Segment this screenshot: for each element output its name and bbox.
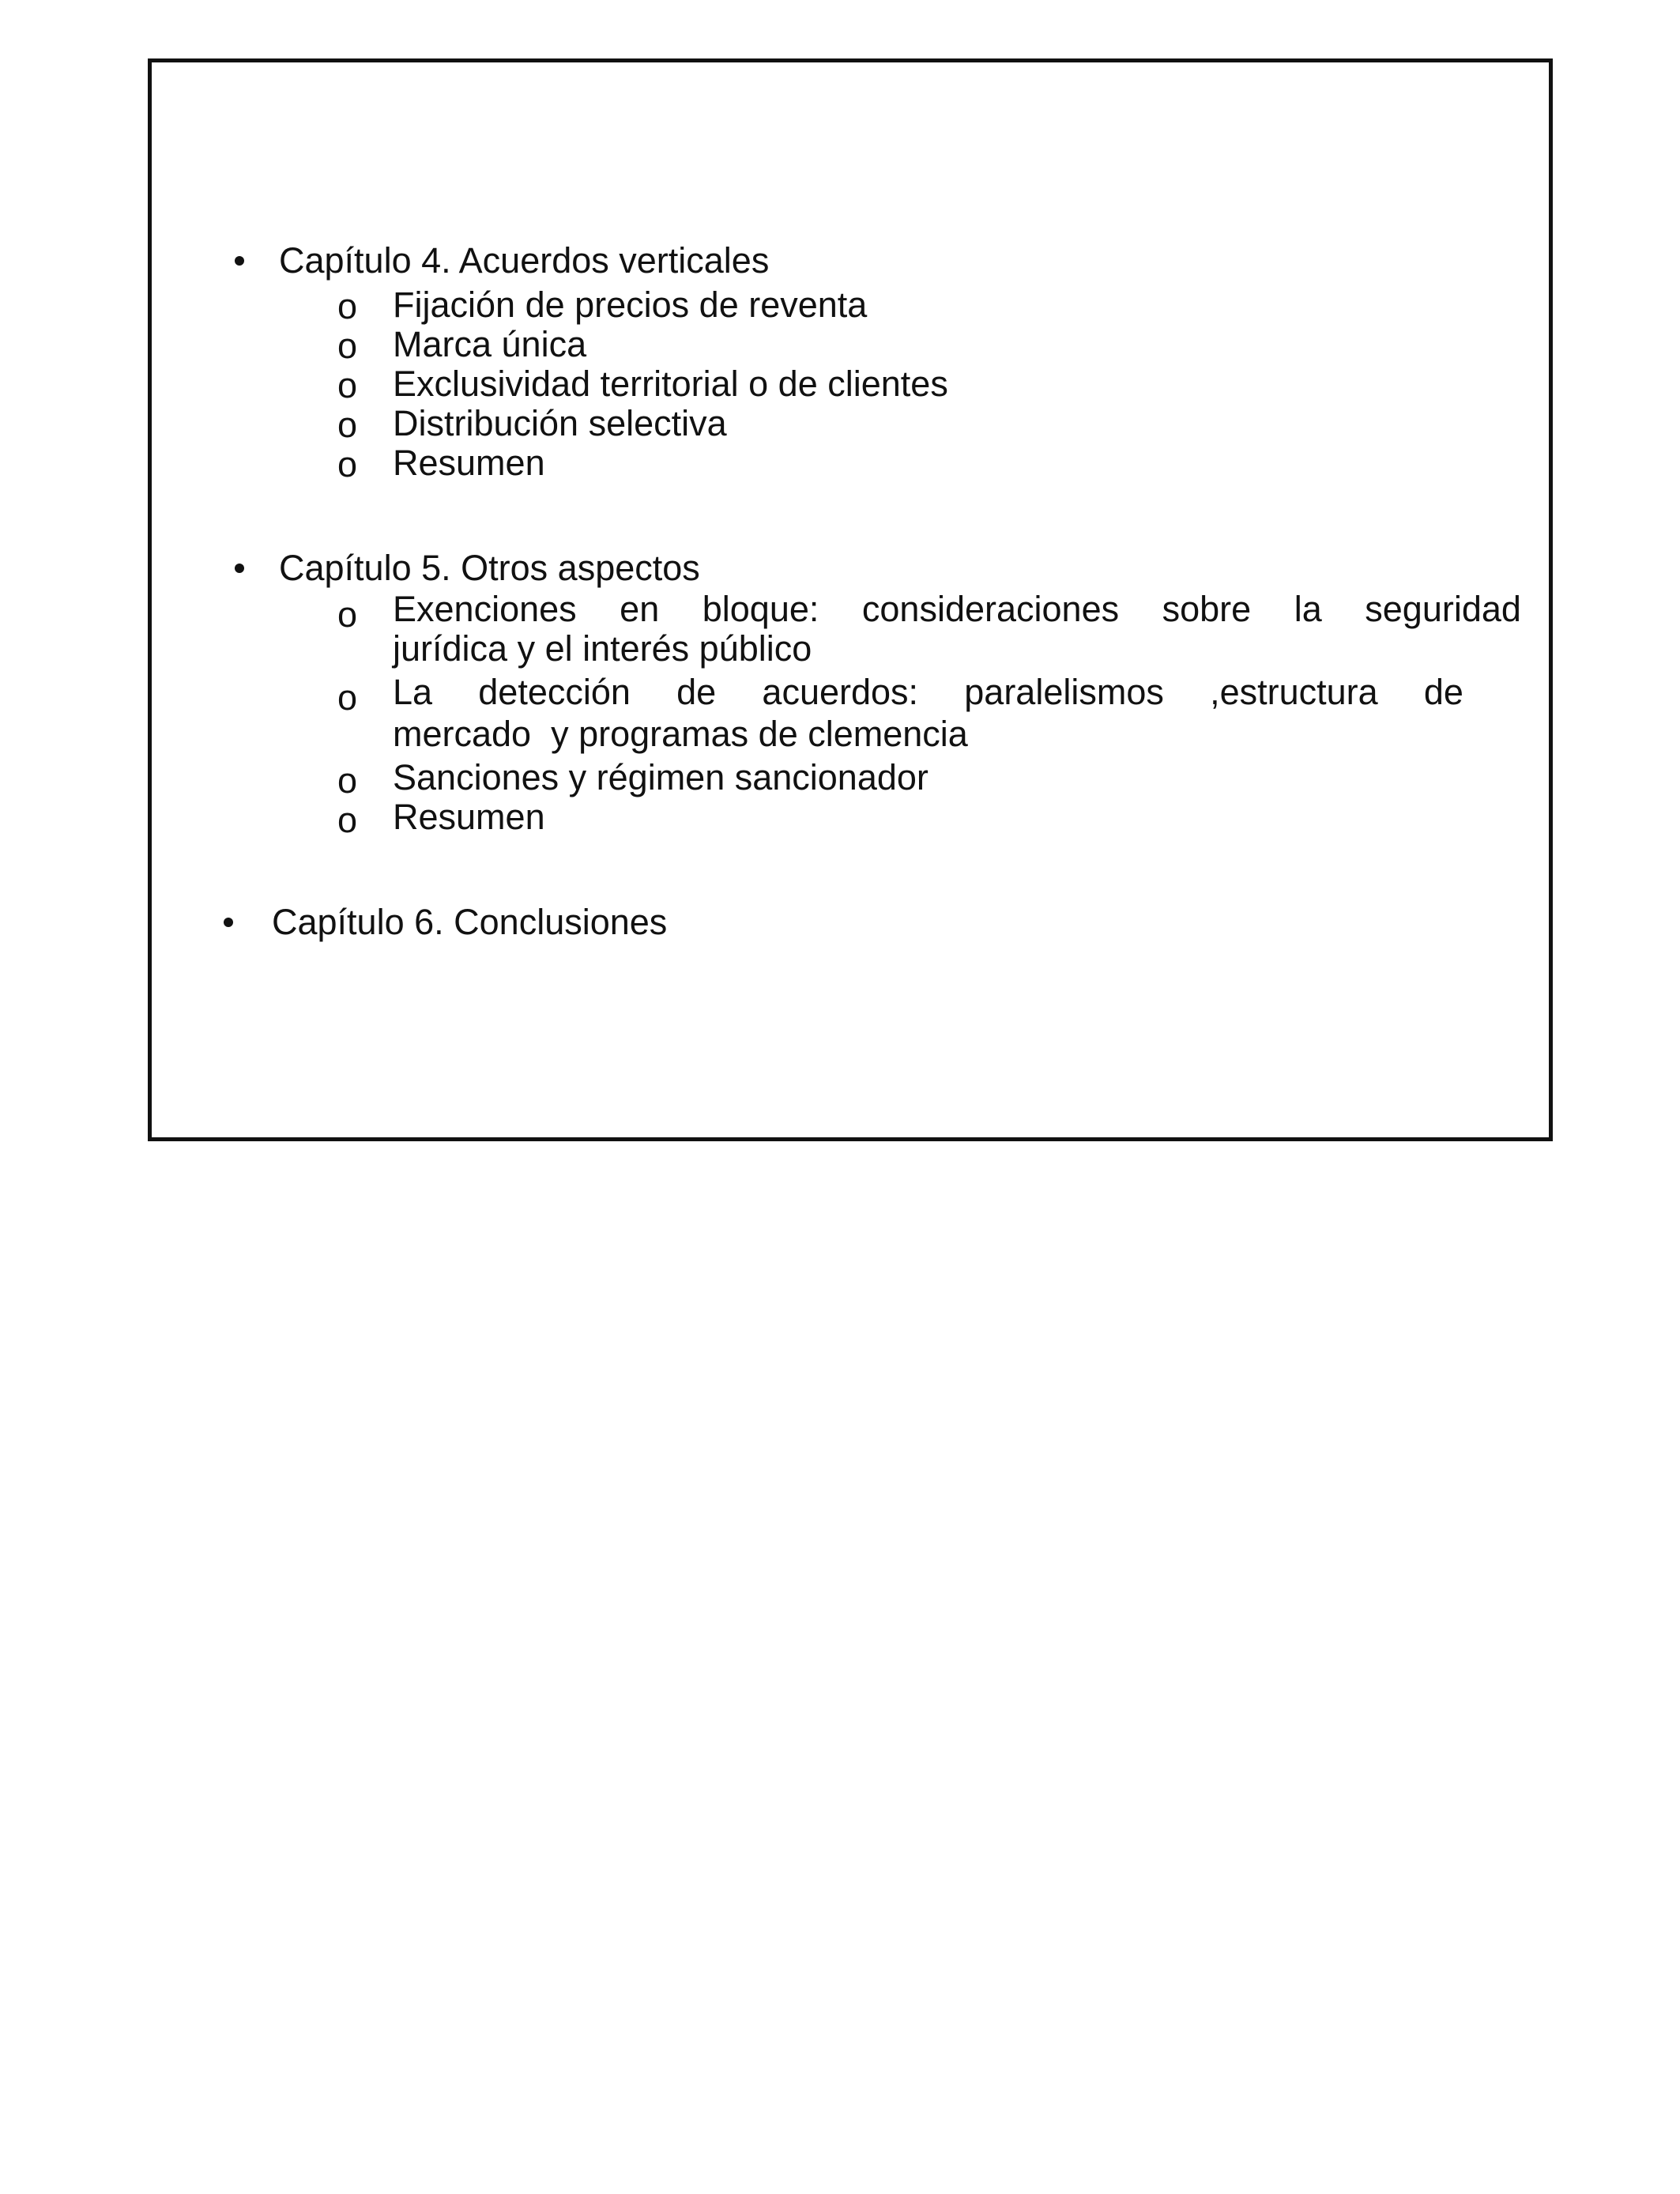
word: Exenciones: [393, 589, 577, 629]
chapter-5-item: Sanciones y régimen sancionador: [393, 757, 929, 797]
word: de: [676, 672, 717, 712]
sub-bullet-marker: o: [337, 760, 358, 801]
sub-bullet-marker: o: [337, 405, 358, 445]
word: seguridad: [1365, 589, 1521, 629]
chapter-4-item: Marca única: [393, 324, 587, 364]
chapter-5-title: Capítulo 5. Otros aspectos: [279, 548, 700, 588]
word: bloque:: [702, 589, 819, 629]
chapter-4-item: Fijación de precios de reventa: [393, 285, 868, 325]
sub-bullet-marker: o: [337, 800, 358, 840]
chapter-4-title: Capítulo 4. Acuerdos verticales: [279, 240, 770, 281]
bullet-icon: [224, 918, 233, 927]
sub-bullet-marker: o: [337, 677, 358, 718]
word: la: [1294, 589, 1322, 629]
word: paralelismos: [964, 672, 1164, 712]
word: detección: [478, 672, 631, 712]
word: sobre: [1162, 589, 1252, 629]
chapter-5-item: Resumen: [393, 797, 545, 837]
word: acuerdos:: [762, 672, 919, 712]
chapter-5-item-line: [393, 672, 1463, 713]
sub-bullet-marker: o: [337, 286, 358, 326]
bullet-icon: [235, 256, 244, 266]
chapter-4-item: Resumen: [393, 443, 545, 483]
chapter-5-item-continuation: mercado y programas de clemencia: [393, 714, 968, 754]
word: La: [393, 672, 433, 712]
chapter-5-item-line: [393, 589, 1521, 630]
chapter-4-item: Distribución selectiva: [393, 403, 727, 443]
word: ,estructura: [1210, 672, 1378, 712]
bullet-icon: [235, 564, 244, 573]
chapter-5-item-continuation: jurídica y el interés público: [393, 628, 812, 669]
chapter-4-item: Exclusividad territorial o de clientes: [393, 364, 948, 404]
sub-bullet-marker: o: [337, 326, 358, 366]
chapter-6-title: Capítulo 6. Conclusiones: [272, 902, 668, 942]
word: consideraciones: [861, 589, 1120, 629]
sub-bullet-marker: o: [337, 444, 358, 484]
word: en: [620, 589, 660, 629]
sub-bullet-marker: o: [337, 594, 358, 635]
word: de: [1423, 672, 1463, 712]
sub-bullet-marker: o: [337, 365, 358, 405]
